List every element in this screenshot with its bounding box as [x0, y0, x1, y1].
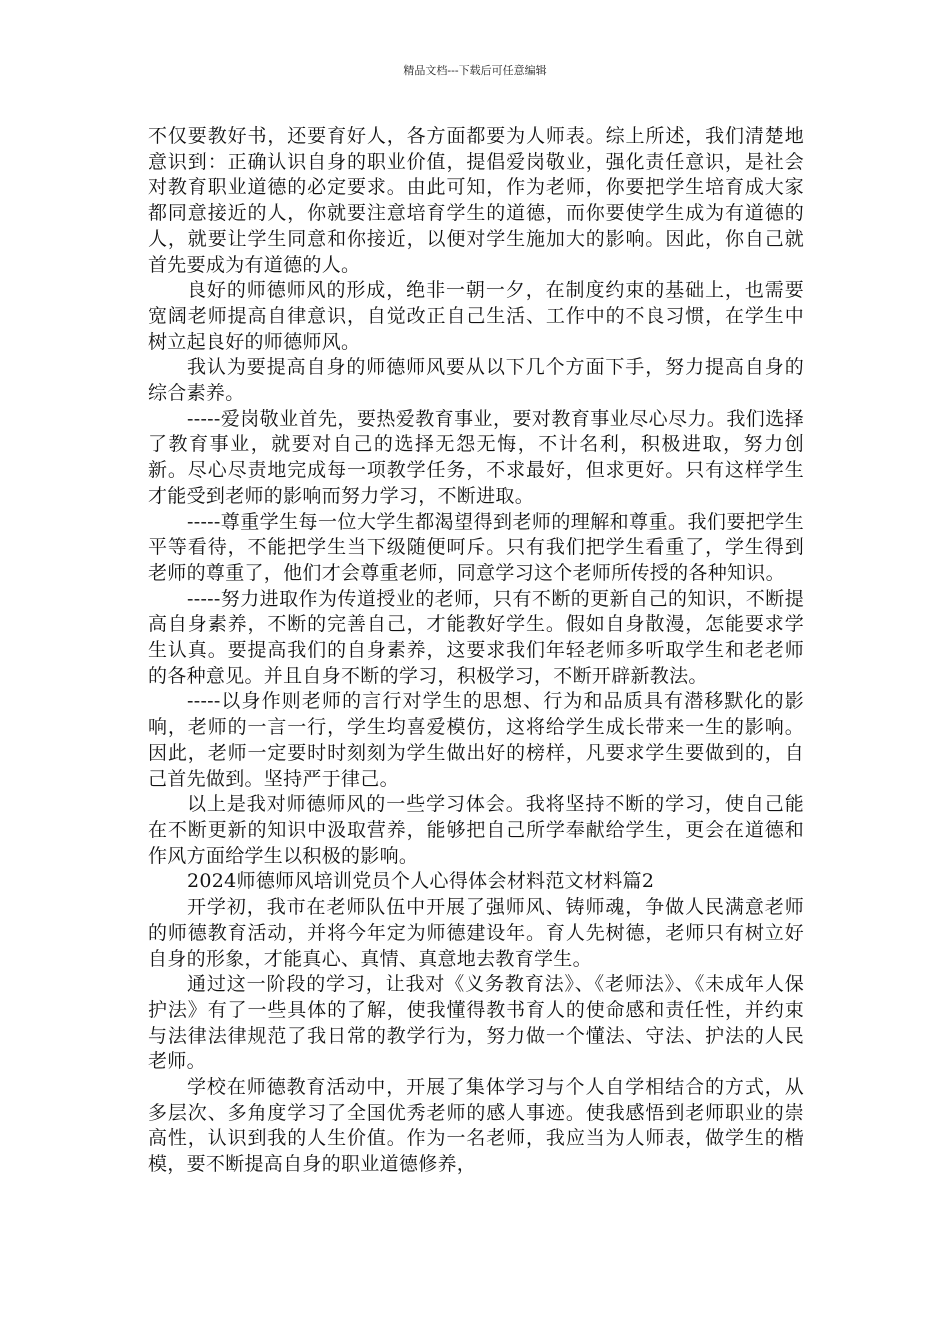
paragraph: -----以身作则老师的言行对学生的思想、行为和品质具有潜移默化的影响，老师的一言一行，学生均喜爱模仿，这将给学生成长带来一生的影响。因此，老师一定要时时刻刻为学生做出好的榜样，凡要求学生要做到的，自己首先做到。坚持严于律己。	[148, 690, 804, 790]
paragraph: -----爱岗敬业首先，要热爱教育事业，要对教育事业尽心尽力。我们选择了教育事业，就要对自己的选择无怨无悔，不计名利，积极进取，努力创新。尽心尽责地完成每一项教学任务，不求最好，但求更好。只有这样学生才能受到老师的影响而努力学习，不断进取。	[148, 407, 804, 507]
paragraph: 以上是我对师德师风的一些学习体会。我将坚持不断的学习，使自己能在不断更新的知识中汲取营养，能够把自己所学奉献给学生，更会在道德和作风方面给学生以积极的影响。	[148, 793, 804, 867]
paragraph: 良好的师德师风的形成，绝非一朝一夕，在制度约束的基础上，也需要宽阔老师提高自律意识，自觉改正自己生活、工作中的不良习惯，在学生中树立起良好的师德师风。	[148, 279, 804, 353]
document-body	[148, 124, 804, 1178]
page-header: 精品文档---下载后可任意编辑	[403, 64, 547, 77]
paragraph: 开学初，我市在老师队伍中开展了强师风、铸师魂，争做人民满意老师的师德教育活动，并将今年定为师德建设年。育人先树德，老师只有树立好自身的形象，才能真心、真情、真意地去教育学生。	[148, 896, 804, 970]
paragraph: -----尊重学生每一位大学生都渴望得到老师的理解和尊重。我们要把学生平等看待，不能把学生当下级随便呵斥。只有我们把学生看重了，学生得到老师的尊重了，他们才会尊重老师，同意学习这个老师所传授的各种知识。	[148, 510, 804, 584]
paragraph: -----努力进取作为传道授业的老师，只有不断的更新自己的知识，不断提高自身素养，不断的完善自己，才能教好学生。假如自身散漫，怎能要求学生认真。要提高我们的自身素养，这要求我们年轻老师多听取学生和老老师的各种意见。并且自身不断的学习，积极学习，不断开辟新教法。	[148, 587, 804, 687]
section-heading: 2024师德师风培训党员个人心得体会材料范文材料篇2	[187, 870, 655, 893]
paragraph: 我认为要提高自身的师德师风要从以下几个方面下手，努力提高自身的综合素养。	[148, 356, 804, 405]
paragraph: 学校在师德教育活动中，开展了集体学习与个人自学相结合的方式，从多层次、多角度学习了全国优秀老师的感人事迹。使我感悟到老师职业的崇高性，认识到我的人生价值。作为一名老师，我应当为人师表，做学生的楷模，要不断提高自身的职业道德修养，	[148, 1076, 804, 1176]
paragraph: 不仅要教好书，还要育好人，各方面都要为人师表。综上所述，我们清楚地意识到：正确认识自身的职业价值，提倡爱岗敬业，强化责任意识，是社会对教育职业道德的必定要求。由此可知，作为老师，你要把学生培育成大家都同意接近的人，你就要注意培育学生的道德，而你要使学生成为有道德的人，就要让学生同意和你接近，以便对学生施加大的影响。因此，你自己就首先要成为有道德的人。	[148, 125, 804, 276]
paragraph: 通过这一阶段的学习，让我对《义务教育法》、《老师法》、《未成年人保护法》有了一些具体的了解，使我懂得教书育人的使命感和责任性，并约束与法律法律规范了我日常的教学行为，努力做一个懂法、守法、护法的人民老师。	[148, 973, 804, 1073]
